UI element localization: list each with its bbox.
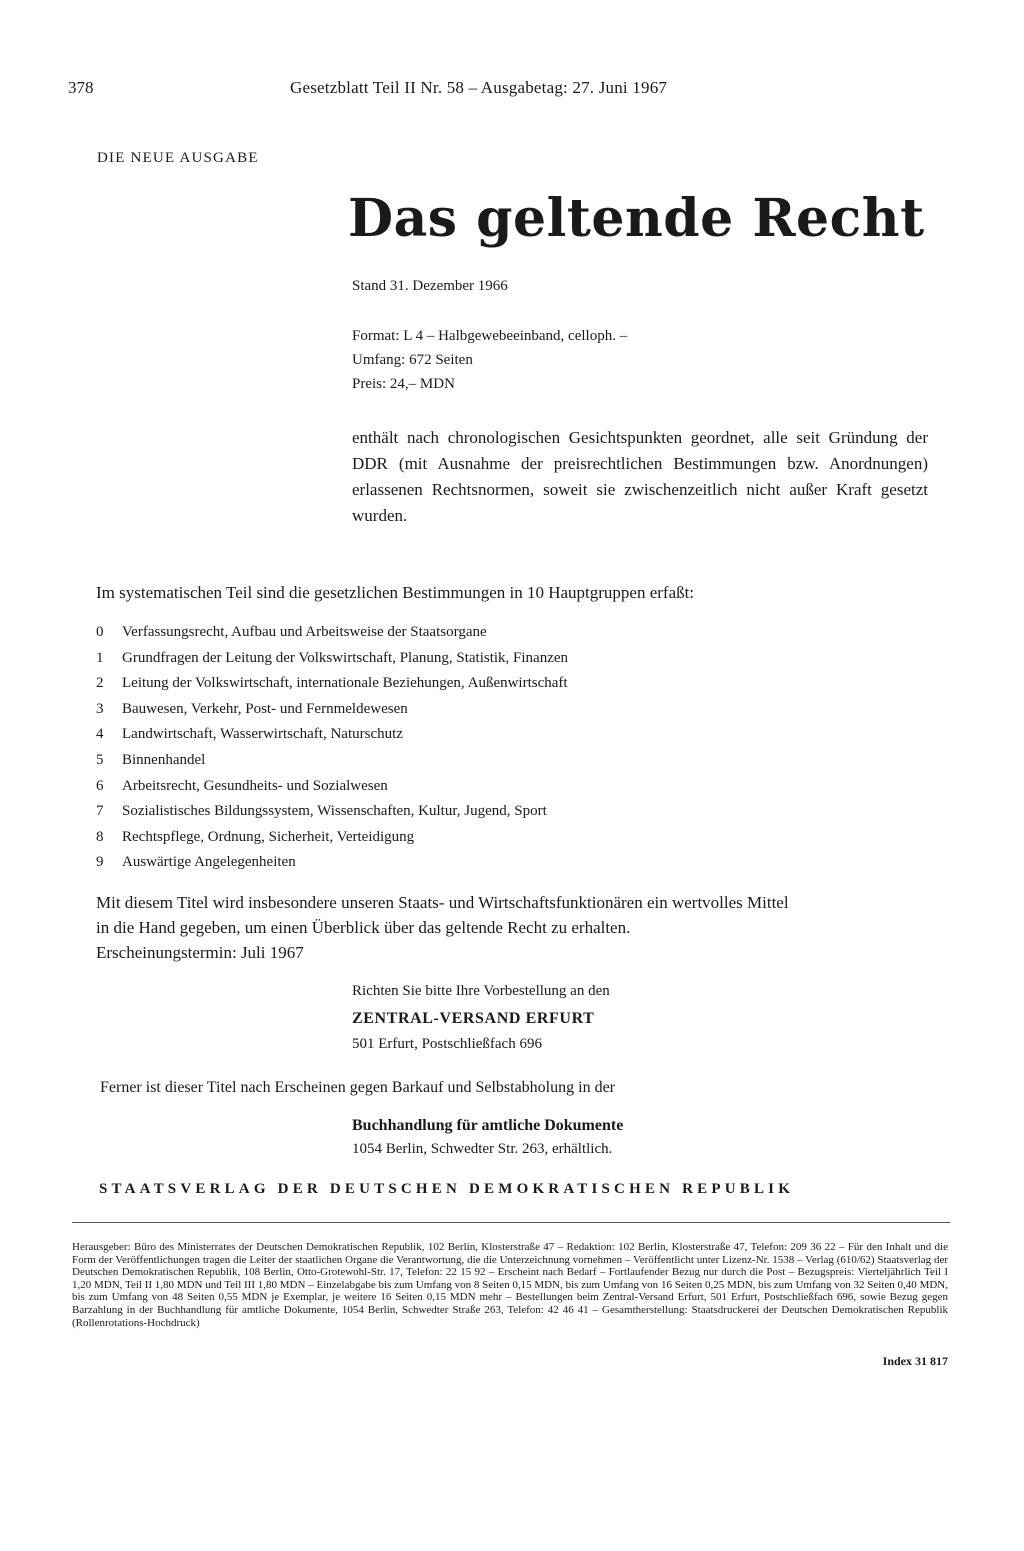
group-number: 5 <box>96 751 104 768</box>
list-item <box>96 850 568 876</box>
imprint-text: Herausgeber: Büro des Ministerrates der Deutschen Demokratischen Republik, 102 Berlin, Klosterstraße 47 – Redaktion: 102 Berlin, Klosterstraße 47, Telefon: 209 36 22 – Für den Inhalt und die Form der Veröffentlichungen tragen die Leiter der staatlichen Organe die Verantwortung, die die Unterzeichnung vornehmen – Veröffentlicht unter Lizenz-Nr. 1538 – Verlag (610/62) Staatsverlag der Deutschen Demokratischen Republik, 108 Berlin, Otto-Grotewohl-Str. 17, Telefon: 22 15 92 – Erscheint nach Bedarf – Fortlaufender Bezug nur durch die Post – Bezugspreis: Vierteljährlich Teil I 1,20 MDN, Teil II 1,80 MDN und Teil III 1,80 MDN – Einzelabgabe bis zum Umfang von 8 Seiten 0,15 MDN, bis zum Umfang von 16 Seiten 0,25 MDN, bis zum Umfang von 32 Seiten 0,40 MDN, bis zum Umfang von 48 Seiten 0,55 MDN je Exemplar, je weitere 16 Seiten 0,15 MDN mehr – Bestellungen beim Zentral-Versand Erfurt, 501 Erfurt, Postschließfach 696, sowie Bezug gegen Barzahlung in der Buchhandlung für amtliche Dokumente, 1054 Berlin, Schwedter Straße 263, Telefon: 42 46 41 – Gesamtherstellung: Staatsdruckerei der Deutschen Demokratischen Republik (Rollenrotations-Hochdruck) <box>72 1241 948 1329</box>
group-number: 8 <box>96 828 104 845</box>
group-label: Verfassungsrecht, Aufbau und Arbeitsweise der Staatsorgane <box>122 624 487 640</box>
order-address: 501 Erfurt, Postschließfach 696 <box>352 1036 542 1052</box>
page-number: 378 <box>68 78 94 97</box>
main-groups-list <box>96 620 568 876</box>
list-item <box>96 774 568 800</box>
list-item <box>96 646 568 672</box>
closing-line: in die Hand gegeben, um einen Überblick über das geltende Recht zu erhalten. <box>96 918 631 937</box>
group-number: 0 <box>96 624 104 640</box>
list-item <box>96 671 568 697</box>
group-number: 6 <box>96 777 104 794</box>
list-item <box>96 799 568 825</box>
running-title: Gesetzblatt Teil II Nr. 58 – Ausgabetag: 27. Juni 1967 <box>290 78 668 97</box>
advert-kicker: DIE NEUE AUSGABE <box>97 150 259 166</box>
group-number: 2 <box>96 675 104 692</box>
bookshop-address: 1054 Berlin, Schwedter Str. 263, erhältlich. <box>352 1141 613 1157</box>
list-item <box>96 697 568 723</box>
publisher-name: STAATSVERLAG DER DEUTSCHEN DEMOKRATISCHEN REPUBLIK <box>99 1181 795 1197</box>
availability-note: Ferner ist dieser Titel nach Erscheinen gegen Barkauf und Selbstabholung in der <box>100 1079 615 1096</box>
list-item <box>96 748 568 774</box>
list-item <box>96 620 568 646</box>
list-item <box>96 722 568 748</box>
spec-pages: Umfang: 672 Seiten <box>352 352 473 368</box>
list-item <box>96 825 568 851</box>
group-number: 9 <box>96 854 104 871</box>
advert-description: enthält nach chronologischen Gesichtspunkten geordnet, alle seit Gründung der DDR (mit Ausnahme der preisrechtlichen Bestimmungen bzw. Anordnungen) erlassenen Rechtsnormen, soweit sie zwischenzeitlich nicht außer Kraft gesetzt wurden. <box>352 428 928 525</box>
group-label: Leitung der Volkswirtschaft, internationale Beziehungen, Außenwirtschaft <box>122 675 568 692</box>
group-label: Bauwesen, Verkehr, Post- und Fernmeldewesen <box>122 700 408 717</box>
closing-line: Mit diesem Titel wird insbesondere unseren Staats- und Wirtschaftsfunktionären ein wertvolles Mittel <box>96 893 789 912</box>
edition-date: Stand 31. Dezember 1966 <box>352 278 508 294</box>
bookshop-name: Buchhandlung für amtliche Dokumente <box>352 1117 624 1134</box>
group-label: Arbeitsrecht, Gesundheits- und Sozialwesen <box>122 777 388 794</box>
group-label: Sozialistisches Bildungssystem, Wissenschaften, Kultur, Jugend, Sport <box>122 803 547 820</box>
order-note: Richten Sie bitte Ihre Vorbestellung an den <box>352 983 610 999</box>
spec-format: Format: L 4 – Halbgewebeeinband, celloph. – <box>352 328 628 344</box>
release-date: Erscheinungstermin: Juli 1967 <box>96 943 304 962</box>
group-number: 1 <box>96 649 104 666</box>
group-label: Landwirtschaft, Wasserwirtschaft, Naturschutz <box>122 726 403 743</box>
group-label: Rechtspflege, Ordnung, Sicherheit, Verteidigung <box>122 828 415 845</box>
index-number: Index 31 817 <box>882 1354 948 1368</box>
group-label: Grundfragen der Leitung der Volkswirtschaft, Planung, Statistik, Finanzen <box>122 649 569 666</box>
group-label: Binnenhandel <box>122 751 206 768</box>
spec-price: Preis: 24,– MDN <box>352 376 455 392</box>
order-recipient: ZENTRAL-VERSAND ERFURT <box>352 1010 595 1027</box>
group-number: 4 <box>96 726 104 743</box>
group-label: Auswärtige Angelegenheiten <box>122 854 296 871</box>
group-number: 7 <box>96 803 104 820</box>
groups-intro: Im systematischen Teil sind die gesetzlichen Bestimmungen in 10 Hauptgruppen erfaßt: <box>96 583 695 602</box>
advert-title: Das geltende Recht <box>348 188 925 249</box>
closing-paragraph <box>96 890 932 965</box>
divider <box>72 1222 950 1223</box>
group-number: 3 <box>96 700 104 717</box>
